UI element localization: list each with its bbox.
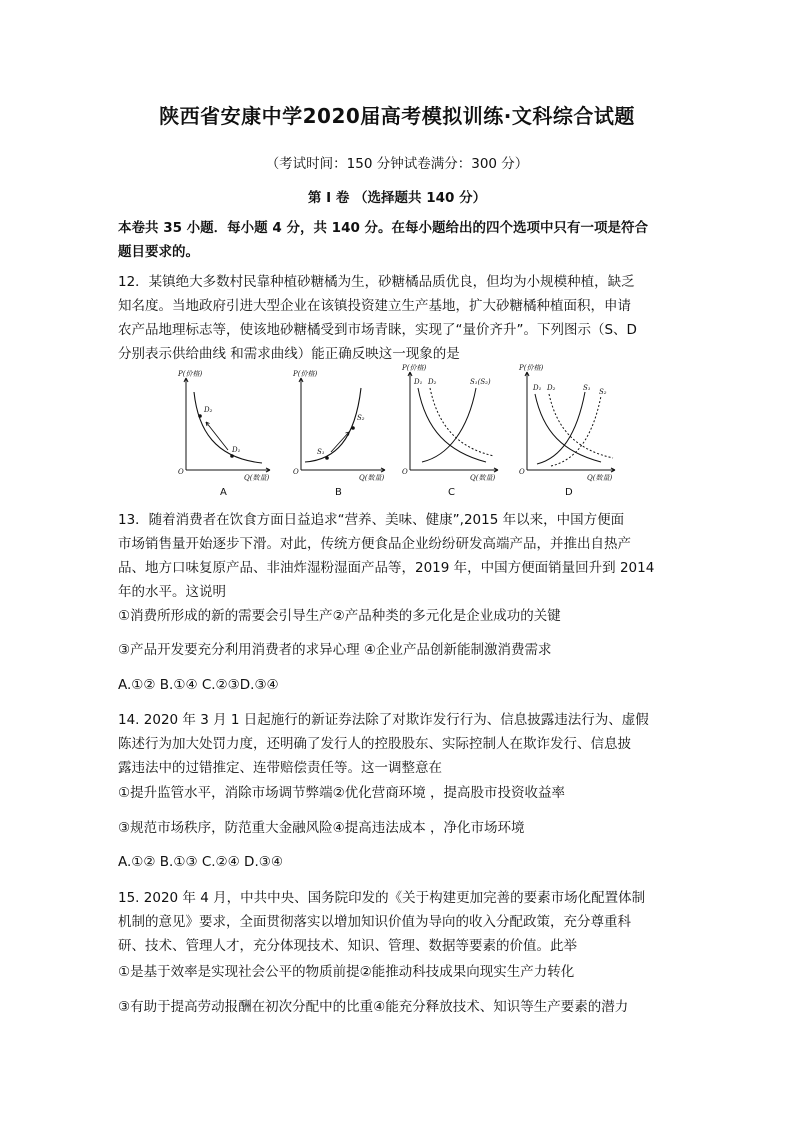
curve-label: D₁ [533,384,542,392]
exam-info: （考试时间：150 分钟试卷满分：300 分） [265,156,529,172]
curve-label: D₂ [428,378,437,386]
y-axis-label: P(价格) [178,370,203,378]
question-13-line: 品、地方口味复原产品、非油炸湿粉湿面产品等，2019 年，中国方便面销量回升到 2014 [118,560,655,576]
statement-line: ③有助于提高劳动报酬在初次分配中的比重④能充分释放技术、知识等生产要素的潜力 [118,999,629,1015]
question-15-line: 15. 2020 年 4 月，中共中央、国务院印发的《关于构建更加完善的要素市场化配置体制 [118,890,646,906]
figure-caption: D [565,487,573,498]
question-13-line: 年的水平。这说明 [118,584,226,600]
curve-label: S₁ [583,384,591,392]
curve-label: D₂ [204,406,213,414]
curve-label: S₂ [599,388,607,396]
origin-label: O [402,468,408,476]
figure-caption: C [448,487,455,498]
x-axis-label: Q(数量) [244,474,270,482]
question-13-answers [118,673,688,697]
statement-line: ①消费所形成的新的需要会引导生产②产品种类的多元化是企业成功的关键 [118,608,561,624]
x-axis-label: Q(数量) [359,474,385,482]
curve-label: D₂ [547,384,556,392]
statement-line: ③产品开发要充分利用消费者的求异心理 ④企业产品创新能制激消费需求 [118,642,552,658]
question-14-statement-2 [118,816,688,840]
curve-label: S₁ [317,448,325,456]
question-12 [118,270,688,366]
statement-line: ①是基于效率是实现社会公平的物质前提②能推动科技成果向现实生产力转化 [118,964,575,980]
question-14-line: 14. 2020 年 3 月 1 日起施行的新证券法除了对欺诈发行行为、信息披露违法行为、虚假 [118,712,649,728]
figure-a-graph [170,370,280,500]
question-14-line: 陈述行为加大处罚力度，还明确了发行人的控股股东、实际控制人在欺诈发行、信息披 [118,736,631,752]
question-13-statement-1 [118,604,688,628]
page-title: 陕西省安康中学2020届高考模拟训练·文科综合试题 [159,104,635,128]
y-axis-label: P(价格) [519,364,544,372]
instructions-line: 题目要求的。 [118,244,199,260]
question-13-statement-2 [118,638,688,662]
section-heading: 第 I 卷 （选择题共 140 分） [307,190,487,206]
question-14-answers [118,850,688,874]
question-13-line: 市场销售量开始逐步下滑。对此，传统方便食品企业纷纷研发高端产品，并推出自热产 [118,536,631,552]
statement-line: ③规范市场秩序，防范重大金融风险④提高违法成本 ，净化市场环境 [118,820,525,836]
question-14-statement-1 [118,781,688,805]
instructions-line: 本卷共 35 小题．每小题 4 分，共 140 分。在每小题给出的四个选项中只有一项是符合 [118,220,649,236]
figure-d [515,364,625,500]
question-12-line: 知名度。当地政府引进大型企业在该镇投资建立生产基地，扩大砂糖橘种植面积，申请 [118,298,631,314]
curve-label: D₁ [414,378,423,386]
curve-label: S₁(S₂) [470,378,491,386]
statement-line: ①提升监管水平，消除市场调节弊端②优化营商环境 ，提高股市投资收益率 [118,785,565,801]
question-15-line: 研、技术、管理人才，充分体现技术、知识、管理、数据等要素的价值。此举 [118,938,577,954]
question-12-line: 分别表示供给曲线 和需求曲线）能正确反映这一现象的是 [118,346,460,362]
answer-options: A.①② B.①③ C.②④ D.③④ [118,854,283,870]
question-15-statement-2 [118,995,688,1019]
y-axis-label: P(价格) [402,364,427,372]
instructions [118,216,688,264]
figure-d-graph [515,364,625,500]
question-13 [118,508,688,604]
x-axis-label: Q(数量) [470,474,496,482]
figure-a [170,370,280,500]
x-axis-label: Q(数量) [587,474,613,482]
question-15-line: 机制的意见》要求，全面贯彻落实以增加知识价值为导向的收入分配政策，充分尊重科 [118,914,631,930]
question-14 [118,708,688,780]
figure-caption: A [220,487,227,498]
answer-options: A.①② B.①④ C.②③D.③④ [118,677,279,693]
origin-label: O [178,468,184,476]
question-15 [118,886,688,958]
figure-c [398,364,508,500]
figure-b [285,370,395,500]
question-13-line: 13．随着消费者在饮食方面日益追求“营养、美味、健康”,2015 年以来，中国方便面 [118,512,625,528]
curve-label: D₁ [232,446,241,454]
figure-b-graph [285,370,395,500]
origin-label: O [293,468,299,476]
curve-label: S₂ [357,414,365,422]
question-12-line: 农产品地理标志等，使该地砂糖橘受到市场青睐，实现了“量价齐升”。下列图示（S、D [118,322,637,338]
figure-caption: B [335,487,342,498]
origin-label: O [519,468,525,476]
figure-c-graph [398,364,508,500]
question-12-line: 12．某镇绝大多数村民靠种植砂糖橘为生，砂糖橘品质优良，但均为小规模种植，缺乏 [118,274,635,290]
question-15-statement-1 [118,960,688,984]
y-axis-label: P(价格) [293,370,318,378]
question-14-line: 露违法中的过错推定、连带赔偿责任等。这一调整意在 [118,760,442,776]
supply-demand-figures [170,364,630,500]
